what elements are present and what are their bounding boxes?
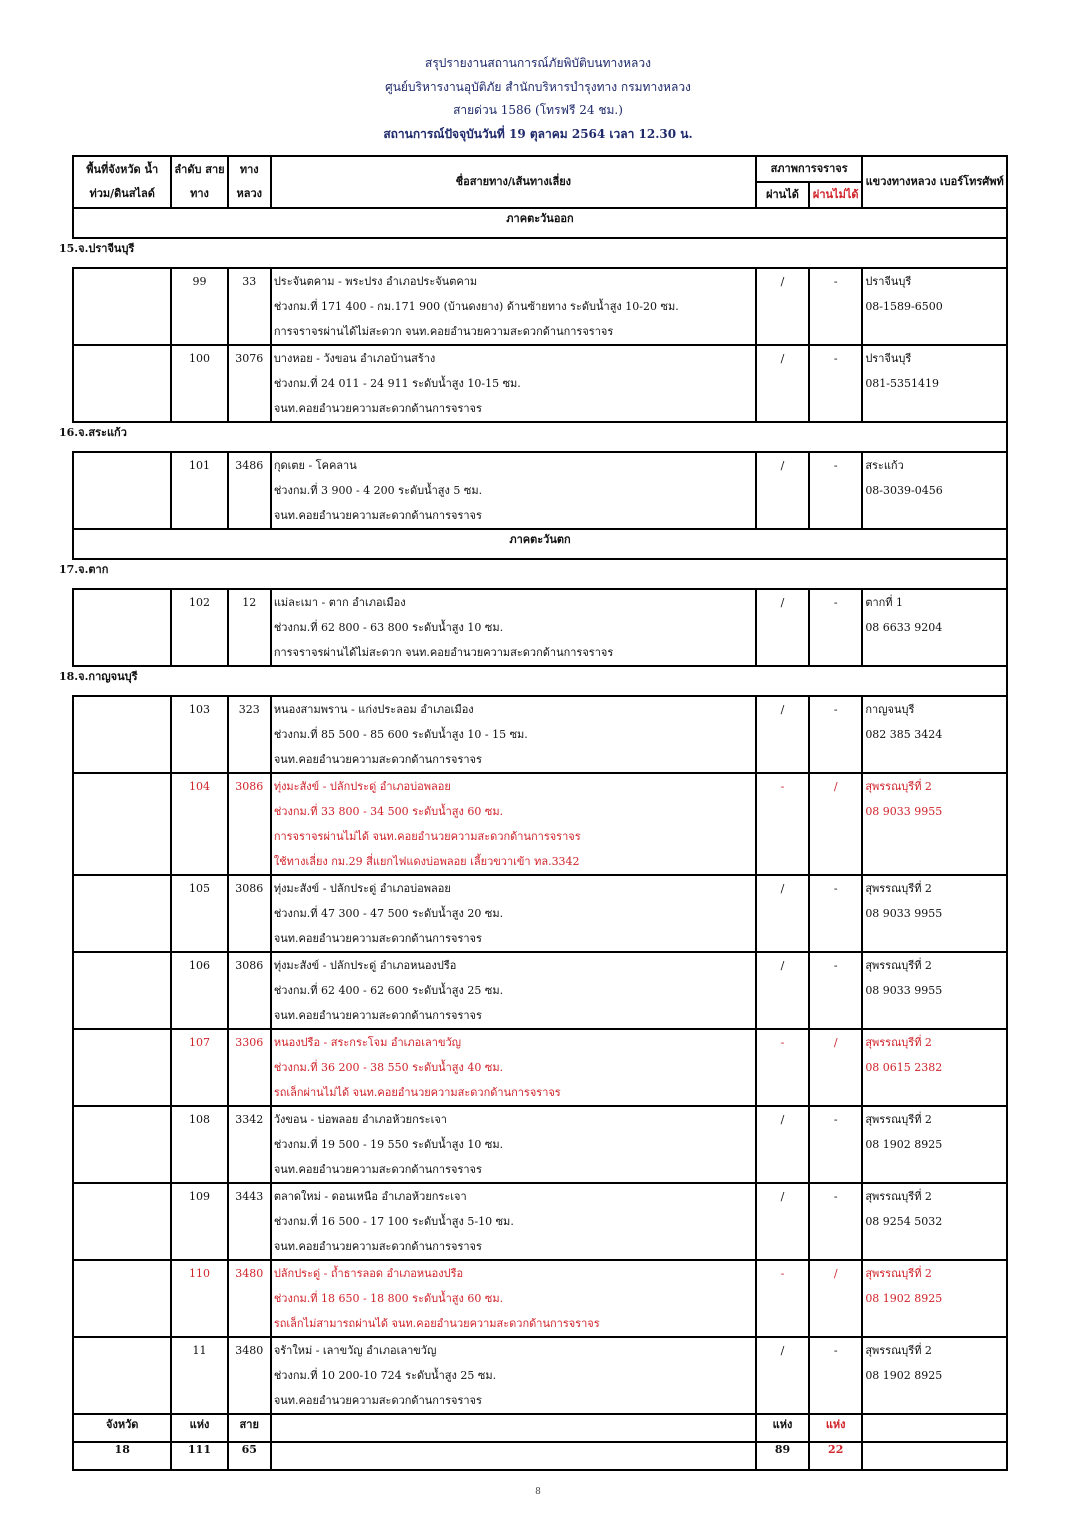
route-detail: ช่วงกม.ที่ 24 011 - 24 911 ระดับน้ำสูง 10-15 ซม. [273, 377, 521, 390]
impassable-cell: - [809, 452, 862, 529]
office-phone: 08 9033 9955 [865, 984, 943, 997]
col-passable-header: ผ่านได้ [756, 182, 809, 208]
passable-cell: - [756, 1260, 809, 1337]
office-name: สุพรรณบุรีที่ 2 [865, 1344, 932, 1357]
passable-cell: - [756, 1029, 809, 1106]
impassable-cell: - [809, 696, 862, 773]
office-cell [862, 268, 1007, 345]
seq-cell: 102 [171, 589, 227, 666]
table-row [73, 268, 1007, 345]
summary-empty [862, 1442, 1007, 1470]
area-cell [73, 1106, 171, 1183]
summary-provinces-value: 18 [73, 1442, 171, 1470]
office-phone: 08-3039-0456 [865, 484, 943, 497]
route-detail: ช่วงกม.ที่ 85 500 - 85 600 ระดับน้ำสูง 10 - 15 ซม. [273, 728, 528, 741]
region-row [73, 208, 1007, 238]
office-cell [862, 696, 1007, 773]
route-detail: ช่วงกม.ที่ 36 200 - 38 550 ระดับน้ำสูง 40 ซม. [273, 1061, 504, 1074]
office-cell [862, 1337, 1007, 1414]
impassable-cell: / [809, 1029, 862, 1106]
office-phone: 08-1589-6500 [865, 300, 943, 313]
province-row [73, 422, 1007, 452]
highway-cell: 3480 [228, 1260, 271, 1337]
impassable-cell: - [809, 1106, 862, 1183]
route-name-cell [271, 268, 756, 345]
route-detail: การจราจรผ่านไม่ได้ จนท.คอยอำนวยความสะดวกด้านการจราจร [273, 830, 581, 843]
office-cell [862, 1260, 1007, 1337]
office-phone: 08 6633 9204 [865, 621, 943, 634]
route-name-cell [271, 1337, 756, 1414]
route-name: แม่ละเมา - ตาก อำเภอเมือง [273, 596, 406, 609]
summary-routes-value: 65 [228, 1442, 271, 1470]
highway-cell: 12 [228, 589, 271, 666]
route-detail: รถเล็กผ่านไม่ได้ จนท.คอยอำนวยความสะดวกด้านการจราจร [273, 1086, 561, 1099]
province-name: 16.จ.สระแก้ว [59, 426, 127, 439]
impassable-cell: - [809, 589, 862, 666]
route-detail: ช่วงกม.ที่ 171 400 - กม.171 900 (บ้านดงยาง) ด้านซ้ายทาง ระดับน้ำสูง 10-20 ซม. [273, 300, 679, 313]
area-cell [73, 1260, 171, 1337]
office-phone: 08 9033 9955 [865, 805, 943, 818]
passable-cell: / [756, 875, 809, 952]
seq-cell: 104 [171, 773, 227, 875]
hotline: สายด่วน 1586 (โทรฟรี 24 ชม.) [453, 103, 623, 117]
area-cell [73, 952, 171, 1029]
office-cell [862, 952, 1007, 1029]
route-name: บางหอย - วังขอน อำเภอบ้านสร้าง [273, 352, 436, 365]
table-row [73, 345, 1007, 422]
route-name: ทุ่งมะสังข์ - ปลักประดู่ อำเภอบ่อพลอย [273, 780, 451, 793]
route-detail: ช่วงกม.ที่ 3 900 - 4 200 ระดับน้ำสูง 5 ซม. [273, 484, 483, 497]
impassable-cell: - [809, 875, 862, 952]
route-detail: จนท.คอยอำนวยความสะดวกด้านการจราจร [273, 402, 482, 415]
passable-cell: / [756, 345, 809, 422]
route-detail: จนท.คอยอำนวยความสะดวกด้านการจราจร [273, 753, 482, 766]
col-impassable-header: ผ่านไม่ได้ [809, 182, 862, 208]
route-name: ปลักประดู่ - ถ้ำธารลอด อำเภอหนองปรือ [273, 1267, 464, 1280]
summary-places-value: 111 [171, 1442, 227, 1470]
summary-places-label: แห่ง [171, 1414, 227, 1442]
summary-routes-label: สาย [228, 1414, 271, 1442]
area-cell [73, 1183, 171, 1260]
region-name: ภาคตะวันตก [73, 529, 1007, 559]
header-row-1 [73, 156, 1007, 182]
col-traffic-status-header: สภาพการจราจร [756, 156, 862, 182]
office-cell [862, 875, 1007, 952]
summary-empty [271, 1442, 756, 1470]
province-name: 18.จ.กาญจนบุรี [59, 670, 138, 683]
table-row [73, 1260, 1007, 1337]
seq-cell: 101 [171, 452, 227, 529]
report-header [0, 52, 1076, 146]
passable-cell: / [756, 1337, 809, 1414]
col-area-header: พื้นที่จังหวัด น้ำท่วม/ดินสไลด์ [73, 156, 171, 208]
route-detail: ใช้ทางเลี่ยง กม.29 สี่แยกไฟแดงบ่อพลอย เลี้ยวขวาเข้า ทล.3342 [273, 855, 580, 868]
table-row [73, 1337, 1007, 1414]
office-name: สุพรรณบุรีที่ 2 [865, 959, 932, 972]
table-row [73, 1029, 1007, 1106]
office-phone: 082 385 3424 [865, 728, 943, 741]
highway-cell: 3480 [228, 1337, 271, 1414]
passable-cell: / [756, 952, 809, 1029]
route-detail: ช่วงกม.ที่ 62 800 - 63 800 ระดับน้ำสูง 10 ซม. [273, 621, 504, 634]
office-name: สุพรรณบุรีที่ 2 [865, 1036, 932, 1049]
route-detail: ช่วงกม.ที่ 62 400 - 62 600 ระดับน้ำสูง 25 ซม. [273, 984, 504, 997]
table-row [73, 952, 1007, 1029]
route-detail: จนท.คอยอำนวยความสะดวกด้านการจราจร [273, 1163, 482, 1176]
route-detail: ช่วงกม.ที่ 16 500 - 17 100 ระดับน้ำสูง 5-10 ซม. [273, 1215, 514, 1228]
seq-cell: 110 [171, 1260, 227, 1337]
route-detail: การจราจรผ่านได้ไม่สะดวก จนท.คอยอำนวยความสะดวกด้านการจราจร [273, 646, 614, 659]
summary-label-row [73, 1414, 1007, 1442]
office-name: สุพรรณบุรีที่ 2 [865, 1267, 932, 1280]
seq-cell: 103 [171, 696, 227, 773]
route-detail: รถเล็กไม่สามารถผ่านได้ จนท.คอยอำนวยความสะดวกด้านการจราจร [273, 1317, 600, 1330]
table-row [73, 452, 1007, 529]
impassable-cell: / [809, 773, 862, 875]
office-phone: 08 0615 2382 [865, 1061, 943, 1074]
highway-cell: 33 [228, 268, 271, 345]
passable-cell: - [756, 773, 809, 875]
office-phone: 08 9033 9955 [865, 907, 943, 920]
summary-pass-label: แห่ง [756, 1414, 809, 1442]
passable-cell: / [756, 452, 809, 529]
summary-nopass-label: แห่ง [809, 1414, 862, 1442]
route-detail: จนท.คอยอำนวยความสะดวกด้านการจราจร [273, 1394, 482, 1407]
office-cell [862, 452, 1007, 529]
seq-cell: 99 [171, 268, 227, 345]
highway-cell: 3486 [228, 452, 271, 529]
route-detail: ช่วงกม.ที่ 47 300 - 47 500 ระดับน้ำสูง 20 ซม. [273, 907, 504, 920]
impassable-cell: - [809, 952, 862, 1029]
office-cell [862, 1029, 1007, 1106]
office-name: สุพรรณบุรีที่ 2 [865, 1190, 932, 1203]
office-name: ปราจีนบุรี [865, 275, 912, 288]
summary-pass-value: 89 [756, 1442, 809, 1470]
office-name: สุพรรณบุรีที่ 2 [865, 1113, 932, 1126]
passable-cell: / [756, 1106, 809, 1183]
highway-cell: 3086 [228, 773, 271, 875]
office-name: สุพรรณบุรีที่ 2 [865, 780, 932, 793]
office-phone: 08 1902 8925 [865, 1369, 943, 1382]
col-office-header: แขวงทางหลวง เบอร์โทรศัพท์ [862, 156, 1007, 208]
province-name: 15.จ.ปราจีนบุรี [59, 242, 135, 255]
seq-cell: 105 [171, 875, 227, 952]
office-name: กาญจนบุรี [865, 703, 915, 716]
office-cell [862, 1106, 1007, 1183]
area-cell [73, 875, 171, 952]
area-cell [73, 1337, 171, 1414]
office-phone: 08 1902 8925 [865, 1138, 943, 1151]
route-name: วังขอน - บ่อพลอย อำเภอห้วยกระเจา [273, 1113, 447, 1126]
summary-nopass-value: 22 [809, 1442, 862, 1470]
report-title: สรุปรายงานสถานการณ์ภัยพิบัติบนทางหลวง [425, 56, 651, 70]
seq-cell: 11 [171, 1337, 227, 1414]
table-row [73, 875, 1007, 952]
area-cell [73, 452, 171, 529]
highway-cell: 3342 [228, 1106, 271, 1183]
highway-cell: 3086 [228, 952, 271, 1029]
route-detail: จนท.คอยอำนวยความสะดวกด้านการจราจร [273, 1240, 482, 1253]
report-org: ศูนย์บริหารงานอุบัติภัย สำนักบริหารบำรุงทาง กรมทางหลวง [385, 79, 691, 94]
impassable-cell: - [809, 1337, 862, 1414]
office-cell [862, 773, 1007, 875]
seq-cell: 108 [171, 1106, 227, 1183]
route-name-cell [271, 1260, 756, 1337]
summary-empty [862, 1414, 1007, 1442]
office-phone: 08 1902 8925 [865, 1292, 943, 1305]
table-row [73, 589, 1007, 666]
route-name-cell [271, 1029, 756, 1106]
route-name: ประจันตคาม - พระปรง อำเภอประจันตคาม [273, 275, 478, 288]
route-name-cell [271, 452, 756, 529]
route-name-cell [271, 345, 756, 422]
table-row [73, 773, 1007, 875]
office-name: สระแก้ว [865, 459, 904, 472]
province-name: 17.จ.ตาก [59, 563, 109, 576]
passable-cell: / [756, 696, 809, 773]
highway-cell: 323 [228, 696, 271, 773]
table-body [59, 208, 1007, 1414]
road-status-table [59, 155, 1008, 1471]
route-name: กุดเตย - โคคลาน [273, 459, 357, 472]
area-cell [73, 589, 171, 666]
route-name-cell [271, 696, 756, 773]
route-name-cell [271, 1106, 756, 1183]
office-cell [862, 589, 1007, 666]
highway-cell: 3306 [228, 1029, 271, 1106]
impassable-cell: / [809, 1260, 862, 1337]
route-detail: จนท.คอยอำนวยความสะดวกด้านการจราจร [273, 932, 482, 945]
passable-cell: / [756, 1183, 809, 1260]
col-seq-header: ลำดับ สายทาง [171, 156, 227, 208]
report-datetime: สถานการณ์ปัจจุบันวันที่ 19 ตุลาคม 2564 เวลา 12.30 น. [383, 126, 693, 141]
office-cell [862, 1183, 1007, 1260]
route-name: หนองสามพราน - แก่งประลอม อำเภอเมือง [273, 703, 474, 716]
area-cell [73, 773, 171, 875]
route-detail: การจราจรผ่านได้ไม่สะดวก จนท.คอยอำนวยความสะดวกด้านการจราจร [273, 325, 614, 338]
office-phone: 081-5351419 [865, 377, 940, 390]
seq-cell: 100 [171, 345, 227, 422]
impassable-cell: - [809, 1183, 862, 1260]
region-row [73, 529, 1007, 559]
route-name-cell [271, 773, 756, 875]
office-name: สุพรรณบุรีที่ 2 [865, 882, 932, 895]
office-name: ปราจีนบุรี [865, 352, 912, 365]
route-name: ทุ่งมะสังข์ - ปลักประดู่ อำเภอบ่อพลอย [273, 882, 451, 895]
route-detail: จนท.คอยอำนวยความสะดวกด้านการจราจร [273, 1009, 482, 1022]
route-detail: ช่วงกม.ที่ 10 200-10 724 ระดับน้ำสูง 25 ซม. [273, 1369, 497, 1382]
seq-cell: 109 [171, 1183, 227, 1260]
summary-empty [271, 1414, 756, 1442]
table-row [73, 696, 1007, 773]
seq-cell: 106 [171, 952, 227, 1029]
highway-cell: 3443 [228, 1183, 271, 1260]
area-cell [73, 1029, 171, 1106]
summary-value-row [73, 1442, 1007, 1470]
area-cell [73, 268, 171, 345]
highway-cell: 3086 [228, 875, 271, 952]
passable-cell: / [756, 268, 809, 345]
col-highway-header: ทาง หลวง [228, 156, 271, 208]
province-row [73, 666, 1007, 696]
route-name: ตลาดใหม่ - ดอนเหนือ อำเภอห้วยกระเจา [273, 1190, 467, 1203]
seq-cell: 107 [171, 1029, 227, 1106]
province-row [73, 559, 1007, 589]
route-name-cell [271, 875, 756, 952]
route-detail: ช่วงกม.ที่ 33 800 - 34 500 ระดับน้ำสูง 60 ซม. [273, 805, 504, 818]
route-name-cell [271, 1183, 756, 1260]
area-cell [73, 696, 171, 773]
office-phone: 08 9254 5032 [865, 1215, 943, 1228]
route-name-cell [271, 589, 756, 666]
summary-provinces-label: จังหวัด [73, 1414, 171, 1442]
province-row [73, 238, 1007, 268]
highway-cell: 3076 [228, 345, 271, 422]
route-name-cell [271, 952, 756, 1029]
table-row [73, 1183, 1007, 1260]
table-row [73, 1106, 1007, 1183]
impassable-cell: - [809, 345, 862, 422]
route-detail: ช่วงกม.ที่ 18 650 - 18 800 ระดับน้ำสูง 60 ซม. [273, 1292, 504, 1305]
route-detail: ช่วงกม.ที่ 19 500 - 19 550 ระดับน้ำสูง 10 ซม. [273, 1138, 504, 1151]
area-cell [73, 345, 171, 422]
page-number: 8 [535, 1487, 541, 1497]
route-name: ทุ่งมะสังข์ - ปลักประดู่ อำเภอหนองปรือ [273, 959, 457, 972]
col-name-header: ชื่อสายทาง/เส้นทางเลี่ยง [271, 156, 756, 208]
route-detail: จนท.คอยอำนวยความสะดวกด้านการจราจร [273, 509, 482, 522]
route-name: หนองปรือ - สระกระโจม อำเภอเลาขวัญ [273, 1036, 462, 1049]
passable-cell: / [756, 589, 809, 666]
route-name: จรัาใหม่ - เลาขวัญ อำเภอเลาขวัญ [273, 1344, 437, 1357]
office-cell [862, 345, 1007, 422]
impassable-cell: - [809, 268, 862, 345]
region-name: ภาคตะวันออก [73, 208, 1007, 238]
office-name: ตากที่ 1 [865, 596, 904, 609]
